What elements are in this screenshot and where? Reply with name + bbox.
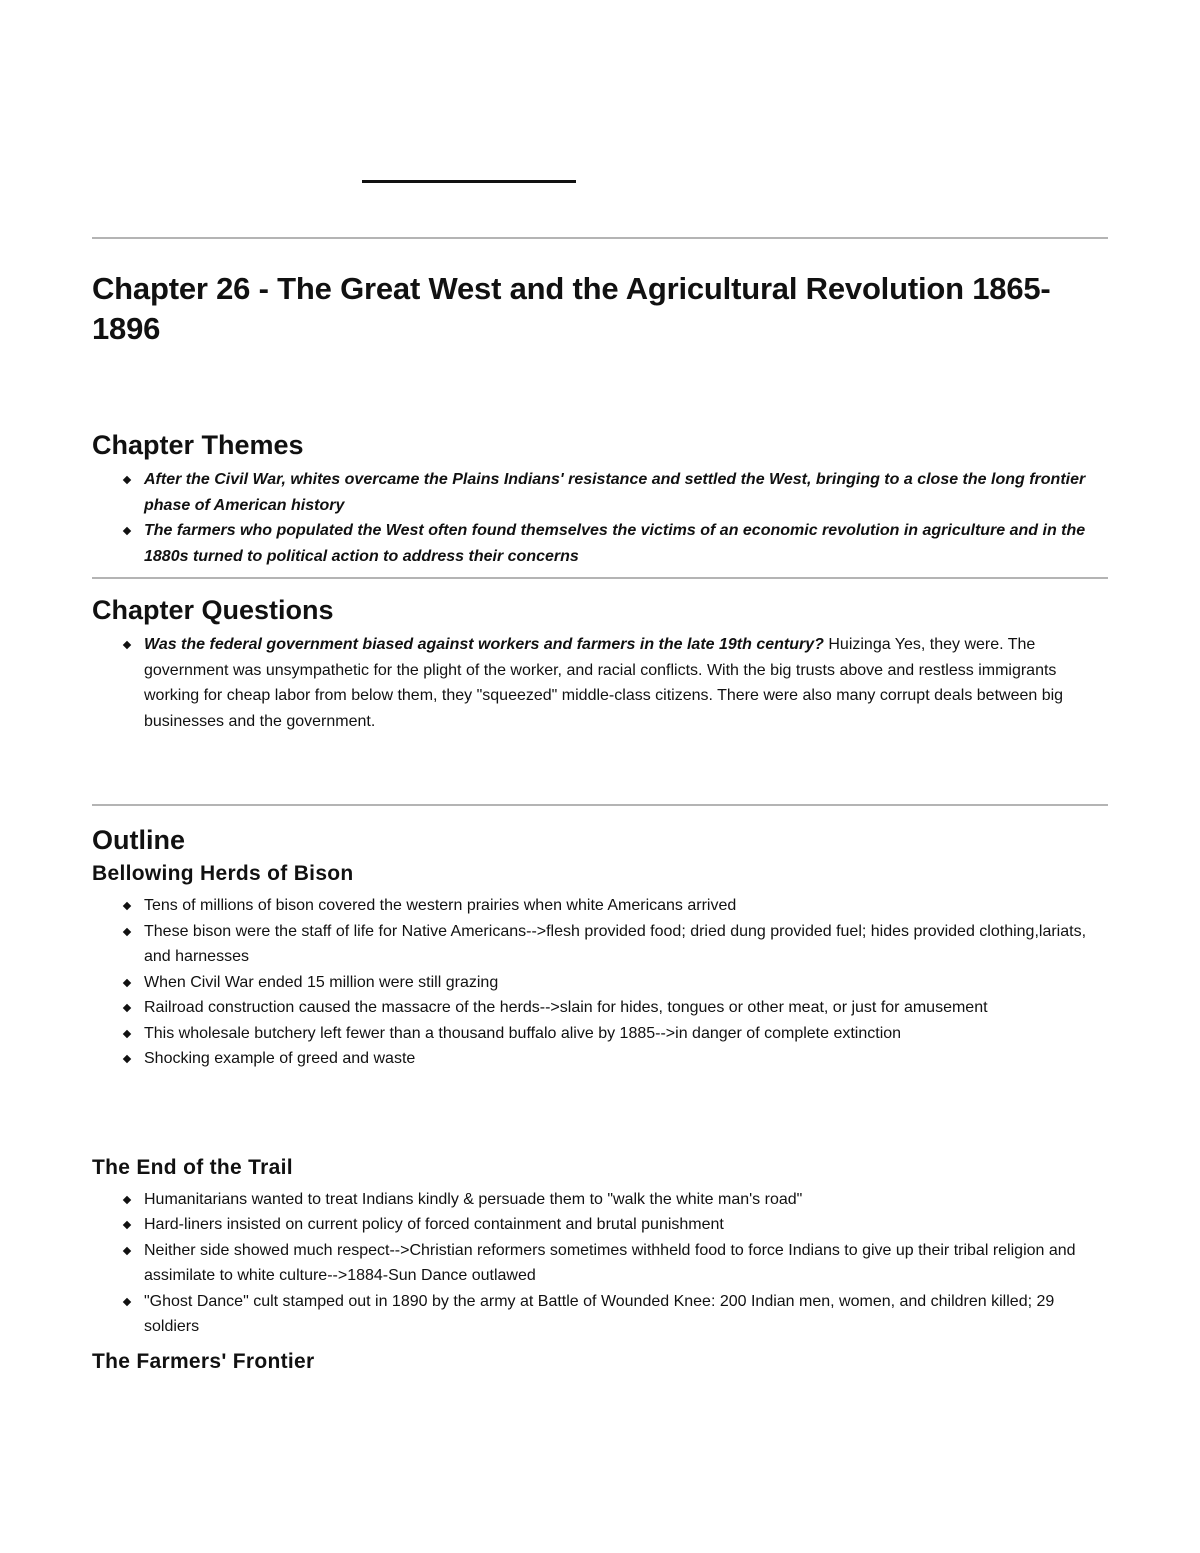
page-title: Chapter 26 - The Great West and the Agricultural Revolution 1865-1896 <box>92 271 1051 346</box>
list-item: Humanitarians wanted to treat Indians kindly & persuade them to "walk the white man's road" <box>144 1187 1108 1213</box>
questions-list <box>92 632 1108 734</box>
header-underline <box>362 180 576 183</box>
themes-list <box>92 467 1108 569</box>
list-item: Railroad construction caused the massacre of the herds-->slain for hides, tongues or other meat, or just for amusement <box>144 995 1108 1021</box>
trail-list <box>92 1187 1108 1340</box>
list-item: The farmers who populated the West often found themselves the victims of an economic revolution in agriculture and in the 1880s turned to political action to address their concerns <box>144 518 1108 569</box>
outline-section-title: The Farmers' Frontier <box>92 1349 315 1373</box>
list-item: After the Civil War, whites overcame the Plains Indians' resistance and settled the West, bringing to a close the long frontier phase of American history <box>144 467 1108 518</box>
questions-heading: Chapter Questions <box>92 595 334 625</box>
top-divider <box>92 237 1108 239</box>
outline-section-title: Bellowing Herds of Bison <box>92 862 354 885</box>
outline-heading: Outline <box>92 825 185 855</box>
list-item: These bison were the staff of life for Native Americans-->flesh provided food; dried dung provided fuel; hides provided clothing,lariats, and harnesses <box>144 919 1108 970</box>
list-item: When Civil War ended 15 million were still grazing <box>144 970 1108 996</box>
themes-heading: Chapter Themes <box>92 430 304 460</box>
list-item: This wholesale butchery left fewer than a thousand buffalo alive by 1885-->in danger of complete extinction <box>144 1021 1108 1047</box>
list-item: Neither side showed much respect-->Christian reformers sometimes withheld food to force Indians to give up their tribal religion and assimilate to white culture-->1884-Sun Dance outlawed <box>144 1238 1108 1289</box>
outline-section-title: The End of the Trail <box>92 1155 293 1179</box>
document-page <box>92 237 1108 1376</box>
list-item: "Ghost Dance" cult stamped out in 1890 by the army at Battle of Wounded Knee: 200 Indian men, women, and children killed; 29 soldiers <box>144 1289 1108 1340</box>
list-item <box>144 632 1108 734</box>
answer-text: Huizinga Yes, they were. The government was unsympathetic for the plight of the worker, and racial conflicts. With the big trusts above and restless immigrants working for cheap labor from below them, they "squeezed" middle-class citizens. There were also many corrupt deals between big businesses and the government. <box>144 636 1064 730</box>
question-text: Was the federal government biased against workers and farmers in the late 19th century? <box>144 636 824 653</box>
bison-list <box>92 893 1108 1072</box>
list-item: Tens of millions of bison covered the western prairies when white Americans arrived <box>144 893 1108 919</box>
list-item: Shocking example of greed and waste <box>144 1046 1108 1072</box>
list-item: Hard-liners insisted on current policy of forced containment and brutal punishment <box>144 1212 1108 1238</box>
